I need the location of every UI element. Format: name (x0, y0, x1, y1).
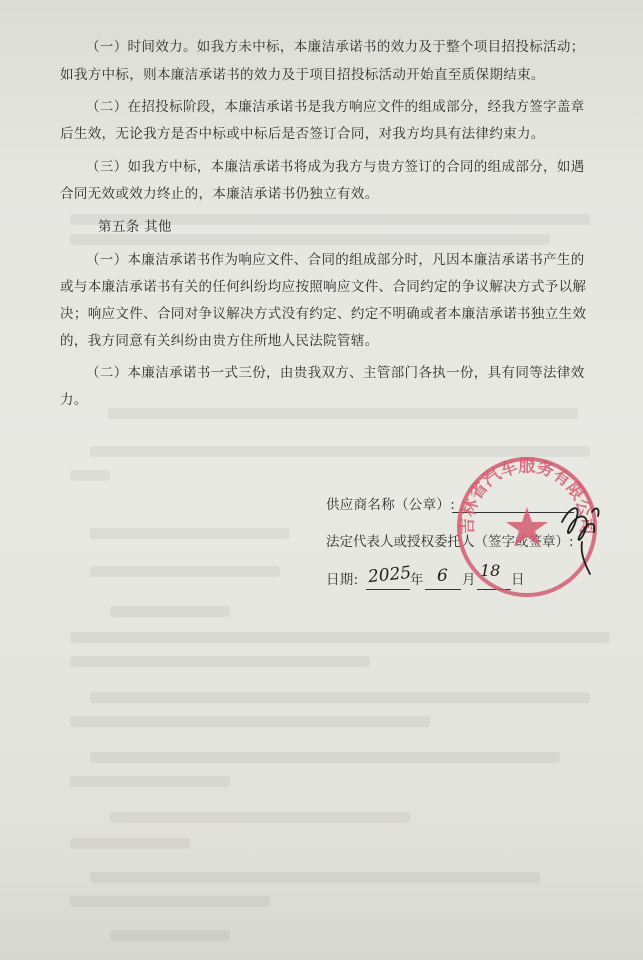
paragraph-line: （一）时间效力。如我方未中标，本廉洁承诺书的效力及于整个项目招投标活动； (86, 39, 585, 55)
svg-text:吉林省汽车服务有限公司: 吉林省汽车服务有限公司 (457, 456, 597, 535)
handwritten-year: 2025 (367, 562, 413, 588)
handwritten-month: 6 (437, 566, 448, 586)
paragraph-line: 合同无效或效力终止的，本廉洁承诺书仍独立有效。 (60, 186, 379, 202)
section-heading: 第五条 其他 (98, 219, 172, 235)
paragraph-line: 力。 (60, 392, 88, 408)
handwritten-signature (552, 492, 612, 578)
handwritten-day: 18 (480, 561, 501, 580)
paragraph-line: （一）本廉洁承诺书作为响应文件、合同的组成部分时，凡因本廉洁承诺书产生的 (86, 252, 585, 268)
paragraph-line: 或与本廉洁承诺书有关的任何纠纷均应按照响应文件、合同约定的争议解决方式予以解 (60, 279, 587, 295)
year-underline (366, 589, 410, 590)
paragraph-line: 的，我方同意有关纠纷由贵方住所地人民法院管辖。 (60, 333, 379, 349)
date-label: 日期: (326, 572, 359, 588)
month-suffix: 月 (462, 572, 476, 588)
legal-representative-label: 法定代表人或授权委托人（签字或签章）: (326, 534, 574, 550)
paragraph-line: 决；响应文件、合同对争议解决方式没有约定、约定不明确或者本廉洁承诺书独立生效 (60, 306, 587, 322)
paragraph-line: （三）如我方中标，本廉洁承诺书将成为我方与贵方签订的合同的组成部分，如遇 (86, 159, 585, 175)
year-suffix: 年 (410, 572, 424, 588)
paragraph-line: （二）在招投标阶段，本廉洁承诺书是我方响应文件的组成部分，经我方签字盖章 (86, 99, 585, 115)
paragraph-line: 如我方中标，则本廉洁承诺书的效力及于项目招投标活动开始直至质保期结束。 (60, 67, 545, 83)
day-suffix: 日 (511, 572, 525, 588)
supplier-name-label: 供应商名称（公章）: (326, 497, 456, 513)
paragraph-line: 后生效，无论我方是否中标或中标后是否签订合同，对我方均具有法律约束力。 (60, 126, 545, 142)
paragraph-line: （二）本廉洁承诺书一式三份，由贵我双方、主管部门各执一份，具有同等法律效 (86, 365, 585, 381)
